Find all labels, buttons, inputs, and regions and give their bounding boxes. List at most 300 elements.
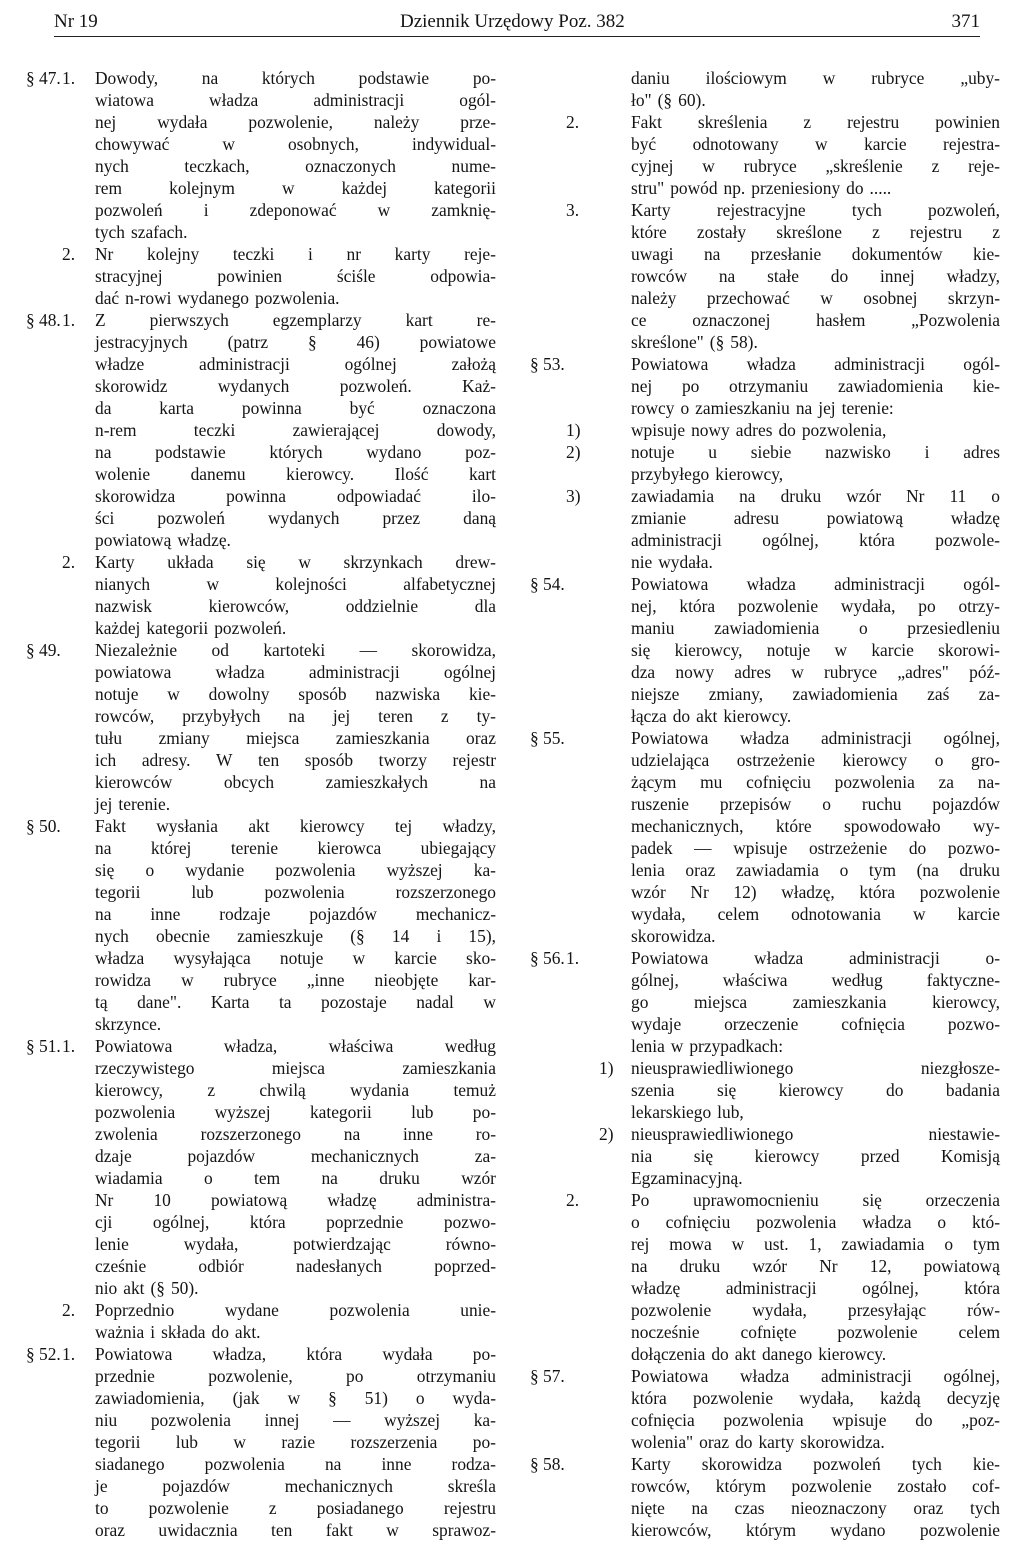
item-number <box>599 683 631 705</box>
text-line <box>530 727 1000 749</box>
item-number <box>566 551 599 573</box>
line-text: Egzaminacyjną. <box>631 1168 743 1188</box>
section-number: § 49. <box>26 640 61 660</box>
item-number: 1. <box>62 1036 76 1056</box>
section-number <box>26 375 62 397</box>
line-text: tegorii lub w razie rozszerzenia po- <box>95 1432 496 1452</box>
item-number <box>599 67 631 89</box>
item-number <box>599 837 631 859</box>
section-number <box>26 683 62 705</box>
item-number <box>599 529 631 551</box>
line-text: rzeczywistego miejsca zamieszkania <box>95 1058 496 1078</box>
text-line <box>26 89 496 111</box>
item-number: 2) <box>599 1124 614 1144</box>
item-number <box>599 1299 631 1321</box>
item-number <box>599 881 631 903</box>
text-line <box>26 441 496 463</box>
section-number <box>26 903 62 925</box>
text-line <box>530 661 1000 683</box>
text-line <box>26 1189 496 1211</box>
section-number: § 53. <box>530 354 565 374</box>
item-number <box>62 133 95 155</box>
text-line <box>530 1277 1000 1299</box>
line-text: wydaje orzeczenie cofnięcia pozwo- <box>631 1014 1000 1034</box>
text-line <box>530 837 1000 859</box>
item-number <box>62 1057 95 1079</box>
line-text: nięte na czas nieoznaczony oraz tych <box>631 1498 1000 1518</box>
section-number <box>530 881 566 903</box>
line-text: zwolenia rozszerzonego na inne ro- <box>95 1124 496 1144</box>
item-number <box>62 595 95 617</box>
section-number <box>26 947 62 969</box>
line-text: Nr 10 powiatową władzę administra- <box>95 1190 496 1210</box>
line-text: lenie wydała, potwierdzając równo- <box>95 1234 496 1254</box>
text-line <box>530 1211 1000 1233</box>
section-number <box>26 1101 62 1123</box>
item-number <box>62 573 95 595</box>
text-line <box>530 111 1000 133</box>
section-number <box>26 463 62 485</box>
item-number <box>566 881 599 903</box>
text-line <box>530 1431 1000 1453</box>
text-line <box>530 353 1000 375</box>
item-number <box>566 595 599 617</box>
section-number <box>530 1387 566 1409</box>
text-line <box>26 287 496 309</box>
item-number <box>566 1167 599 1189</box>
line-text: ło" (§ 60). <box>631 90 706 110</box>
section-number <box>26 1409 62 1431</box>
section-number <box>26 221 62 243</box>
item-number <box>566 353 599 375</box>
item-number <box>599 859 631 881</box>
item-number <box>599 199 631 221</box>
line-text: skrzynce. <box>95 1014 162 1034</box>
item-number <box>599 727 631 749</box>
text-line <box>530 133 1000 155</box>
line-text: notuje u siebie nazwisko i adres <box>631 442 1000 462</box>
item-number <box>599 133 631 155</box>
text-line <box>26 815 496 837</box>
item-number <box>599 111 631 133</box>
line-text: Karty układa się w skrzynkach drew- <box>95 552 496 572</box>
line-text: administracji ogólnej, która pozwole- <box>631 530 1000 550</box>
item-number <box>62 925 95 947</box>
item-number <box>566 67 599 89</box>
item-number <box>599 89 631 111</box>
section-number <box>530 309 566 331</box>
line-text: skorowidz wydanych pozwoleń. Każ- <box>95 376 496 396</box>
text-line <box>26 1013 496 1035</box>
text-line <box>530 155 1000 177</box>
text-line <box>530 1321 1000 1343</box>
line-text: tych szafach. <box>95 222 188 242</box>
item-number <box>599 969 631 991</box>
item-number <box>62 1497 95 1519</box>
item-number <box>599 771 631 793</box>
text-line <box>530 1189 1000 1211</box>
section-number <box>530 1255 566 1277</box>
line-text: nieusprawiedliwionego niezgłosze- <box>631 1058 1000 1078</box>
item-number: 2. <box>566 1190 580 1210</box>
item-number <box>566 221 599 243</box>
section-number <box>530 485 566 507</box>
line-text: wiatowa władza administracji ogól- <box>95 90 496 110</box>
line-text: ce oznaczonej hasłem „Pozwolenia <box>631 310 1000 330</box>
section-number <box>530 1519 566 1541</box>
item-number <box>62 1321 95 1343</box>
item-number <box>566 133 599 155</box>
item-number <box>566 1365 599 1387</box>
item-number <box>62 1387 95 1409</box>
text-line <box>26 507 496 529</box>
item-number <box>62 1233 95 1255</box>
item-number <box>599 309 631 331</box>
line-text: dzaje pojazdów mechanicznych za- <box>95 1146 496 1166</box>
item-number: 2. <box>62 552 76 572</box>
line-text: pozwolenie wydała, przesyłając rów- <box>631 1300 1000 1320</box>
section-number <box>26 1255 62 1277</box>
item-number <box>62 771 95 793</box>
item-number <box>599 221 631 243</box>
line-text: maniu zawiadomienia o przesiedleniu <box>631 618 1000 638</box>
text-line <box>26 1519 496 1541</box>
section-number <box>26 353 62 375</box>
line-text: skorowidza. <box>631 926 716 946</box>
text-line <box>530 1013 1000 1035</box>
text-line <box>530 441 1000 463</box>
text-line <box>26 1167 496 1189</box>
text-line <box>26 1079 496 1101</box>
text-line <box>530 1387 1000 1409</box>
text-line <box>26 1343 496 1365</box>
text-line <box>530 969 1000 991</box>
item-number <box>62 727 95 749</box>
item-number <box>599 1497 631 1519</box>
text-line <box>26 265 496 287</box>
text-line <box>26 155 496 177</box>
item-number <box>62 1189 95 1211</box>
item-number <box>599 243 631 265</box>
line-text: kierowcy, z chwilą wydania temuż <box>95 1080 496 1100</box>
line-text: rowcy o zamieszkaniu na jej terenie: <box>631 398 894 418</box>
text-line <box>26 661 496 683</box>
item-number <box>566 903 599 925</box>
section-number <box>530 111 566 133</box>
item-number <box>566 1211 599 1233</box>
text-line <box>530 815 1000 837</box>
line-text: skorowidza powinna odpowiadać ilo- <box>95 486 496 506</box>
line-text: ich adresy. W ten sposób tworzy rejestr <box>95 750 496 770</box>
item-number <box>566 1409 599 1431</box>
section-number <box>26 1277 62 1299</box>
text-line <box>26 727 496 749</box>
section-number <box>26 793 62 815</box>
item-number: 1) <box>599 1058 614 1078</box>
text-line <box>26 1365 496 1387</box>
item-number <box>599 551 631 573</box>
text-line <box>26 419 496 441</box>
line-text: Fakt wysłania akt kierowcy tej władzy, <box>95 816 496 836</box>
section-number <box>26 837 62 859</box>
line-text: ważnia i składa do akt. <box>95 1322 261 1342</box>
line-text: szenia się kierowcy do badania <box>631 1080 1000 1100</box>
section-number <box>26 441 62 463</box>
line-text: wolenia" oraz do karty skorowidza. <box>631 1432 885 1452</box>
line-text: padek — wpisuje ostrzeżenie do pozwo- <box>631 838 1000 858</box>
section-number: § 48. <box>26 310 61 330</box>
line-text: Poprzednio wydane pozwolenia unie- <box>95 1300 496 1320</box>
line-text: wzór Nr 12) władzę, która pozwolenie <box>631 882 1000 902</box>
text-line <box>530 1101 1000 1123</box>
line-text: się kierowcy, notuje w karcie skorowi- <box>631 640 1000 660</box>
item-number <box>599 155 631 177</box>
item-number <box>566 1453 599 1475</box>
text-line <box>530 639 1000 661</box>
item-number <box>566 331 599 353</box>
item-number <box>566 1519 599 1541</box>
item-number <box>599 1387 631 1409</box>
text-line <box>26 1299 496 1321</box>
line-text: należy przechować w osobnej skrzyn- <box>631 288 1000 308</box>
line-text: rowidza w rubryce „inne nieobjęte kar- <box>95 970 496 990</box>
section-number <box>530 1123 566 1145</box>
text-line <box>530 375 1000 397</box>
line-text: ści pozwoleń wydanych przez daną <box>95 508 496 528</box>
section-number <box>530 221 566 243</box>
section-number <box>26 419 62 441</box>
line-text: rem kolejnym w każdej kategorii <box>95 178 496 198</box>
item-number <box>62 485 95 507</box>
section-number <box>530 1233 566 1255</box>
line-text: wiadamia o tem na druku wzór <box>95 1168 496 1188</box>
line-text: pozwoleń i zdeponować w zamknię- <box>95 200 496 220</box>
text-line <box>26 617 496 639</box>
section-number <box>530 155 566 177</box>
text-line <box>26 1387 496 1409</box>
line-text: notuje w dowolny sposób nazwiska kie- <box>95 684 496 704</box>
section-number <box>530 771 566 793</box>
section-number <box>26 1211 62 1233</box>
section-number: § 56. <box>530 948 565 968</box>
line-text: nie wydała. <box>631 552 713 572</box>
item-number <box>62 89 95 111</box>
item-number <box>62 793 95 815</box>
item-number <box>599 1013 631 1035</box>
item-number <box>62 1145 95 1167</box>
item-number <box>62 1365 95 1387</box>
text-line <box>26 1035 496 1057</box>
section-number <box>530 793 566 815</box>
text-line <box>26 177 496 199</box>
line-text: cyjnej w rubryce „skreślenie z reje- <box>631 156 1000 176</box>
item-number <box>62 1167 95 1189</box>
line-text: n-rem teczki zawierającej dowody, <box>95 420 496 440</box>
item-number <box>599 331 631 353</box>
item-number <box>566 1035 599 1057</box>
item-number <box>62 463 95 485</box>
line-text: Z pierwszych egzemplarzy kart re- <box>95 310 496 330</box>
item-number <box>599 1321 631 1343</box>
item-number <box>62 947 95 969</box>
item-number <box>62 1453 95 1475</box>
item-number <box>566 617 599 639</box>
text-line <box>530 1079 1000 1101</box>
section-number <box>26 265 62 287</box>
line-text: cześnie odbiór nadesłanych poprzed- <box>95 1256 496 1276</box>
text-line <box>26 639 496 661</box>
section-number <box>530 287 566 309</box>
section-number <box>26 1387 62 1409</box>
item-number <box>599 287 631 309</box>
text-line <box>26 1277 496 1299</box>
line-text: jej terenie. <box>95 794 171 814</box>
text-line <box>26 1233 496 1255</box>
page-header <box>54 6 980 37</box>
item-number <box>599 617 631 639</box>
line-text: powiatowa władza administracji ogólnej <box>95 662 496 682</box>
item-number <box>599 353 631 375</box>
item-number <box>566 1233 599 1255</box>
line-text: tegorii lub pozwolenia rozszerzonego <box>95 882 496 902</box>
text-line <box>26 969 496 991</box>
section-number <box>26 573 62 595</box>
section-number <box>26 771 62 793</box>
item-number <box>599 265 631 287</box>
line-text: na której terenie kierowca ubiegający <box>95 838 496 858</box>
item-number <box>599 507 631 529</box>
item-number <box>599 419 631 441</box>
journal-title: Dziennik Urzędowy Poz. 382 <box>400 11 625 32</box>
text-line <box>26 551 496 573</box>
item-number <box>62 1475 95 1497</box>
text-line <box>530 1497 1000 1519</box>
section-number <box>26 199 62 221</box>
item-number <box>62 1409 95 1431</box>
text-line <box>26 111 496 133</box>
line-text: Karty rejestracyjne tych pozwoleń, <box>631 200 1000 220</box>
text-line <box>530 903 1000 925</box>
item-number <box>599 1453 631 1475</box>
section-number <box>26 1167 62 1189</box>
item-number: 3. <box>566 200 580 220</box>
text-line <box>26 991 496 1013</box>
section-number <box>530 1079 566 1101</box>
item-number <box>566 89 599 111</box>
item-number <box>62 881 95 903</box>
section-number <box>530 177 566 199</box>
section-number: § 54. <box>530 574 565 594</box>
item-number <box>62 991 95 1013</box>
section-number <box>530 1277 566 1299</box>
item-number <box>599 1211 631 1233</box>
text-line <box>26 485 496 507</box>
text-line <box>530 1475 1000 1497</box>
section-number <box>26 727 62 749</box>
text-line <box>26 1255 496 1277</box>
section-number <box>26 551 62 573</box>
text-line <box>26 903 496 925</box>
item-number <box>566 1321 599 1343</box>
section-number <box>26 111 62 133</box>
text-line <box>530 397 1000 419</box>
line-text: wpisuje nowy adres do pozwolenia, <box>631 420 887 440</box>
item-number <box>566 1079 599 1101</box>
line-text: rowców, którym pozwolenie zostało cof- <box>631 1476 1000 1496</box>
text-line <box>26 749 496 771</box>
section-number: § 58. <box>530 1454 565 1474</box>
section-number <box>530 991 566 1013</box>
item-number <box>599 595 631 617</box>
text-line <box>26 67 496 89</box>
item-number: 2. <box>566 112 580 132</box>
item-number <box>599 1189 631 1211</box>
item-number <box>599 1365 631 1387</box>
line-text: władza wysyłająca notuje w karcie sko- <box>95 948 496 968</box>
item-number <box>599 991 631 1013</box>
text-line <box>26 837 496 859</box>
text-line <box>530 529 1000 551</box>
item-number <box>566 1123 599 1145</box>
issue-number: Nr 19 <box>54 11 98 32</box>
section-number <box>26 881 62 903</box>
item-number <box>599 661 631 683</box>
text-line <box>530 199 1000 221</box>
item-number <box>62 397 95 419</box>
item-number <box>566 155 599 177</box>
line-text: rowców, przybyłych na jej teren z ty- <box>95 706 496 726</box>
text-line <box>26 529 496 551</box>
line-text: niejsze zmiany, zawiadomienia zaś za- <box>631 684 1000 704</box>
item-number <box>62 815 95 837</box>
line-text: nej, która pozwolenie wydała, po otrzy- <box>631 596 1000 616</box>
line-text: na druku wzór Nr 12, powiatową <box>631 1256 1000 1276</box>
item-number <box>62 969 95 991</box>
section-number <box>26 155 62 177</box>
text-line <box>26 793 496 815</box>
item-number <box>566 375 599 397</box>
line-text: gólnej, właściwa według faktyczne- <box>631 970 1000 990</box>
line-text: łącza do akt kierowcy. <box>631 706 792 726</box>
item-number <box>599 749 631 771</box>
line-text: da karta powinna być oznaczona <box>95 398 496 418</box>
item-number <box>62 441 95 463</box>
section-number <box>26 595 62 617</box>
text-line <box>26 1145 496 1167</box>
text-line <box>530 749 1000 771</box>
section-number <box>530 617 566 639</box>
section-number <box>26 705 62 727</box>
line-text: o cofnięciu pozwolenia władza o któ- <box>631 1212 1000 1232</box>
section-number <box>530 1343 566 1365</box>
page-number: 371 <box>951 11 980 32</box>
item-number <box>62 507 95 529</box>
text-line <box>530 419 1000 441</box>
section-number <box>530 331 566 353</box>
section-number <box>26 1057 62 1079</box>
line-text: dać n-rowi wydanego pozwolenia. <box>95 288 340 308</box>
item-number <box>599 441 631 463</box>
text-line <box>530 67 1000 89</box>
text-line <box>26 859 496 881</box>
line-text: niu pozwolenia innej — wyższej ka- <box>95 1410 496 1430</box>
item-number <box>566 1475 599 1497</box>
line-text: która pozwolenie wydała, każdą decyzję <box>631 1388 1000 1408</box>
section-number <box>530 1299 566 1321</box>
text-line <box>26 1453 496 1475</box>
item-number <box>62 177 95 199</box>
text-line <box>26 199 496 221</box>
